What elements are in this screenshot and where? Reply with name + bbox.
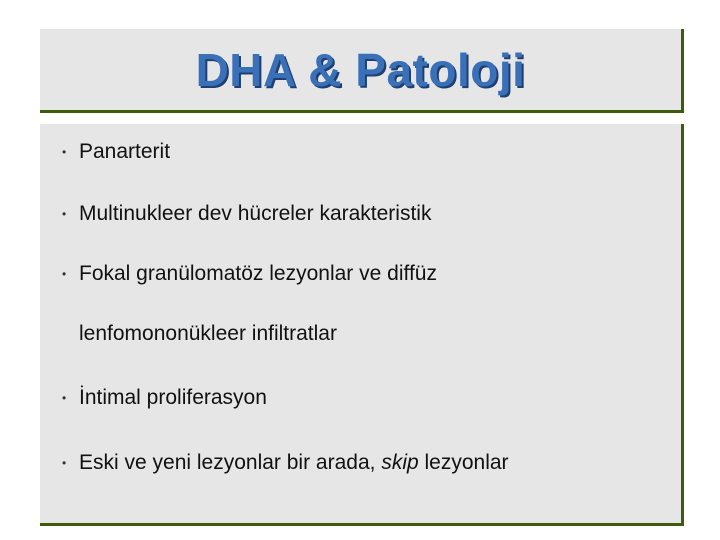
bullet-text-part: lezyonlar xyxy=(418,451,509,474)
bullet-icon: • xyxy=(62,267,67,281)
title-box xyxy=(40,29,684,113)
bullet-text: Fokal granülomatöz lezyonlar ve diffüz xyxy=(79,262,437,285)
slide-title: DHA & Patoloji xyxy=(195,43,526,96)
bullet-text: lenfomononükleer infiltratlar xyxy=(79,322,337,345)
bullet-text: Multinukleer dev hücreler karakteristik xyxy=(79,202,432,225)
bullet-icon: • xyxy=(62,456,67,470)
bullet-text xyxy=(79,451,509,475)
bullet-text-part: Eski ve yeni lezyonlar bir arada, xyxy=(79,451,382,474)
bullet-text: İntimal proliferasyon xyxy=(79,386,267,409)
bullet-icon: • xyxy=(62,391,67,405)
bullet-text: Panarterit xyxy=(79,140,171,163)
bullet-icon: • xyxy=(62,145,67,159)
bullet-icon: • xyxy=(62,207,67,221)
bullet-text-italic: skip xyxy=(381,451,419,474)
content-box xyxy=(40,124,684,526)
